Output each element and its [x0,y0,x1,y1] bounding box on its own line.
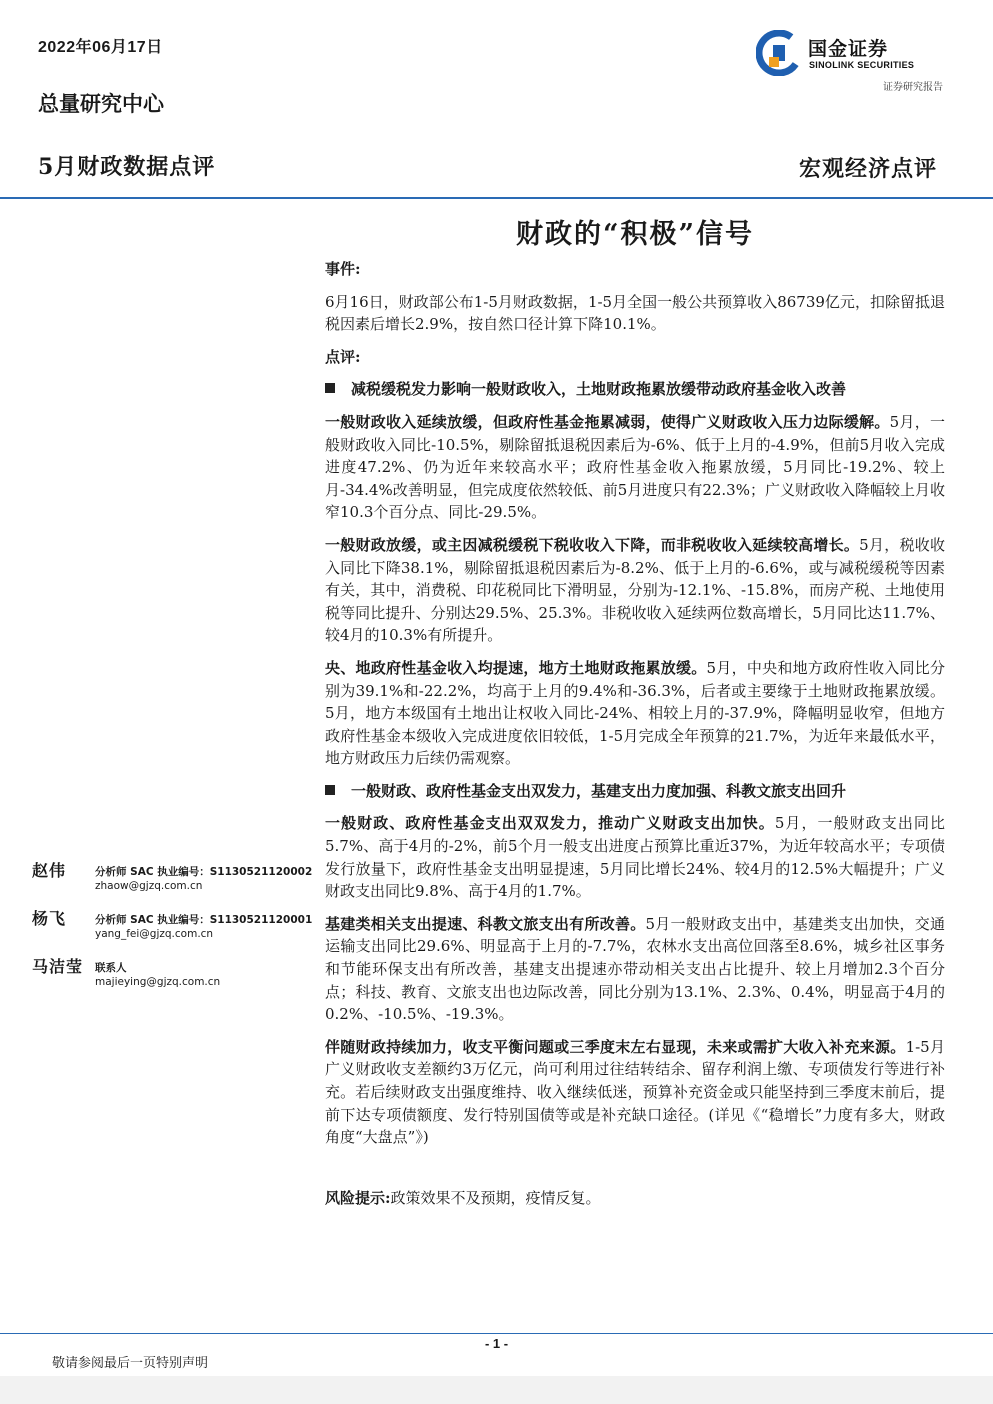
footer-disclaimer: 敬请参阅最后一页特别声明 [52,1356,209,1371]
author-credential: 联系人 [95,962,127,974]
paragraph [325,657,945,770]
header-rule [0,197,993,199]
author-entry [32,906,312,954]
author-name: 杨飞 [32,909,67,928]
section-heading-text: 减税缓税发力影响一般财政收入，土地财政拖累放缓带动政府基金收入改善 [351,380,847,399]
event-text: 6月16日，财政部公布1-5月财政数据，1-5月全国一般公共预算收入86739亿元，扣除留抵退税因素后增长2.9%，按自然口径计算下降10.1%。 [325,292,945,334]
page-number: - 1 - [484,1336,509,1351]
author-entry [32,954,312,1002]
paragraph-lead: 一般财政收入延续放缓，但政府性基金拖累减弱，使得广义财政收入压力边际缓解。 [325,412,890,431]
paragraph-text: 1-5月广义财政收支差额约3万亿元，尚可利用过往结转结余、留存利润上缴、专项债发行等进行补充。若后续财政支出强度维持、收入继续低迷，预算补充资金或只能坚持到三季度末前后，提前下达专项债额度、发行特别国债等或是补充缺口途径。(详见《“稳增长”力度有多大，财政角度“大盘点”》) [325,1037,945,1147]
paragraph-text: 5月，税收收入同比下降38.1%，剔除留抵退税因素后为-8.2%、低于上月的-6.6%，或与减税缓税等因素有关，其中，消费税、印花税同比下滑明显，分别为-12.1%、-15.8%，而房产税、土地使用税等同比提升、分别达29.5%、25.3%。非税收收入延续两位数高增长，5月同比达11.7%、较4月的10.3%有所提升。 [325,535,945,645]
paragraph-lead: 一般财政放缓，或主因减税缓税下税收收入下降，而非税收收入延续较高增长。 [325,535,860,554]
footer-rule [0,1333,993,1334]
risk-label: 风险提示: [325,1188,391,1207]
paragraph-text: 5月，中央和地方政府性收入同比分别为39.1%和-22.2%，均高于上月的9.4%和-36.3%，后者或主要缘于土地财政拖累放缓。5月，地方本级国有土地出让权收入同比-24%、相较上月的-37.9%，降幅明显收窄，但地方政府性基金本级收入完成进度依旧较低，1-5月完成全年预算的21.7%，为近年来最低水平，地方财政压力后续仍需观察。 [325,658,945,768]
risk-note [325,1187,945,1210]
author-list [32,858,312,1002]
paragraph-text: 5月，一般财政收入同比-10.5%，剔除留抵退税因素后为-6%、低于上月的-4.9%，但前5月收入完成进度47.2%、仍为近年来较高水平；政府性基金收入拖累放缓，5月同比-19.2%、较上月-34.4%改善明显，但完成度依然较低、前5月进度只有22.3%；广义财政收入降幅较上月收窄10.3个百分点、同比-29.5%。 [325,412,945,522]
section-heading [325,378,945,401]
comment-label: 点评: [325,347,361,366]
author-entry [32,858,312,906]
paragraph [325,1036,945,1149]
report-type: 证券研究报告 [883,82,943,93]
report-subtitle: 5月财政数据点评 [38,154,216,180]
logo-en-text: SINOLINK SECURITIES [809,60,915,70]
author-email[interactable]: majieying@gjzq.com.cn [95,976,221,988]
paragraph [325,812,945,902]
main-content [325,258,945,1209]
event-label: 事件: [325,260,361,278]
author-credential: 分析师 SAC 执业编号：S1130521120001 [95,914,313,926]
paragraph [325,411,945,524]
page-title: 财政的“积极”信号 [515,219,755,250]
paragraph-lead: 一般财政、政府性基金支出双双发力，推动广义财政支出加快。 [325,814,775,833]
author-email[interactable]: yang_fei@gjzq.com.cn [95,928,214,940]
paragraph-text: 5月，一般财政支出同比5.7%、高于4月的-2%，前5个月一般支出进度占预算比重近37%，为近年较高水平；专项债发行放量下，政府性基金支出明显提速，5月同比增长24%、较4月的12.5%大幅提升；广义财政支出同比9.8%、高于4月的1.7%。 [325,814,945,901]
section-heading [325,780,945,803]
author-credential: 分析师 SAC 执业编号：S1130521120002 [95,866,313,878]
paragraph-lead: 基建类相关支出提速、科教文旅支出有所改善。 [325,914,646,933]
paragraph [325,534,945,647]
section-heading-text: 一般财政、政府性基金支出双发力，基建支出力度加强、科教文旅支出回升 [351,781,847,800]
department: 总量研究中心 [38,91,164,116]
paragraph-lead: 央、地政府性基金收入均提速，地方土地财政拖累放缓。 [325,658,707,677]
footer-band [0,1376,993,1404]
paragraph-text: 5月一般财政支出中，基建类支出加快，交通运输支出同比29.6%、明显高于上月的-7.7%，农林水支出高位回落至8.6%，城乡社区事务和节能环保支出有所改善，基建支出提速亦带动相关支出占比提升、较上月增加2.3个百分点；科技、教育、文旅支出也边际改善，同比分别为13.1%、2.3%、0.4%，明显高于4月的0.2%、-10.5%、-19.3%。 [325,914,945,1024]
paragraph-lead: 伴随财政持续加力，收支平衡问题或三季度末左右显现，未来或需扩大收入补充来源。 [325,1037,906,1056]
logo-mark-icon [756,30,802,76]
logo-cn-text: 国金证券 [808,38,889,60]
author-name: 马洁莹 [32,957,84,976]
report-date: 2022年06月17日 [38,39,163,56]
author-email[interactable]: zhaow@gjzq.com.cn [95,880,203,892]
square-bullet-icon [325,383,335,393]
paragraph [325,913,945,1026]
author-name: 赵伟 [32,861,67,880]
risk-text: 政策效果不及预期，疫情反复。 [390,1188,601,1207]
company-logo [756,30,946,78]
square-bullet-icon [325,785,335,795]
report-category: 宏观经济点评 [798,156,937,182]
